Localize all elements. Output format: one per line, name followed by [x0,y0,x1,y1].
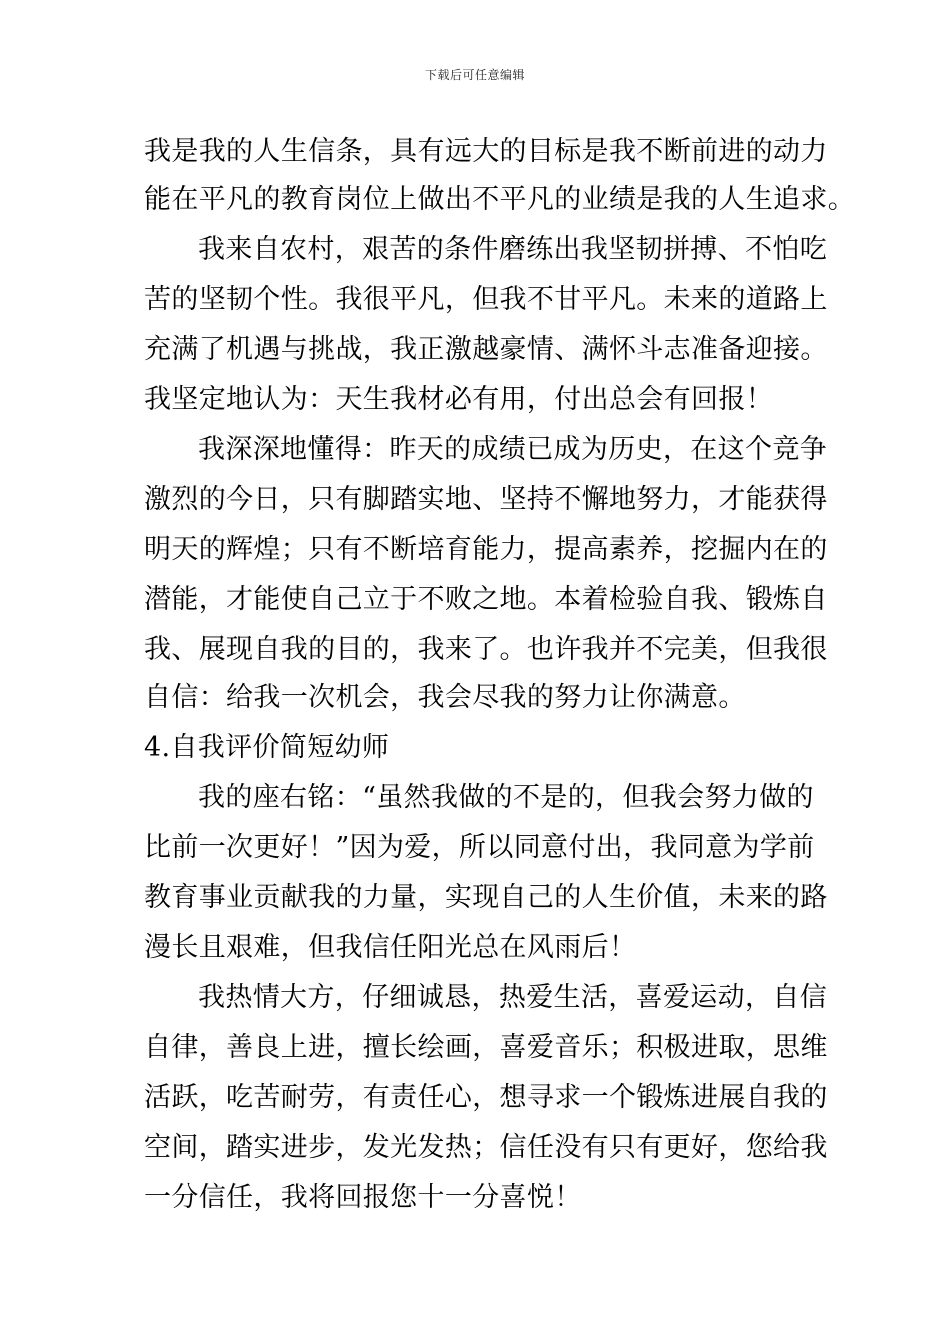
body-line: 苦的坚韧个性。我很平凡，但我不甘平凡。未来的道路上 [144,284,828,315]
section-heading: 4.自我评价简短幼师 [144,732,390,763]
body-line: 教育事业贡献我的力量，实现自己的人生价值，未来的路 [144,882,828,913]
body-line: 激烈的今日，只有脚踏实地、坚持不懈地努力，才能获得 [144,484,828,515]
paragraph-first-line: 我深深地懂得：昨天的成绩已成为历史，在这个竞争 [198,434,828,465]
body-line: 漫长且艰难，但我信任阳光总在风雨后！ [144,932,637,963]
body-line: 潜能，才能使自己立于不败之地。本着检验自我、锻炼自 [144,584,828,615]
body-line: 活跃，吃苦耐劳，有责任心，想寻求一个锻炼进展自我的 [144,1082,828,1113]
paragraph-first-line: 我来自农村，艰苦的条件磨练出我坚韧拼搏、不怕吃 [198,234,828,265]
body-line: 明天的辉煌；只有不断培育能力，提高素养，挖掘内在的 [144,534,828,565]
body-line: 我、展现自我的目的，我来了。也许我并不完美，但我很 [144,634,828,665]
page-header: 下载后可任意编辑 [424,68,525,82]
body-line: 空间，踏实进步，发光发热；信任没有只有更好，您给我 [144,1132,828,1163]
paragraph-first-line: 我的座右铭：“虽然我做的不是的，但我会努力做的 [198,782,814,813]
body-line: 我是我的人生信条，具有远大的目标是我不断前进的动力 [144,136,828,167]
body-line: 自律，善良上进，擅长绘画，喜爱音乐；积极进取，思维 [144,1032,828,1063]
body-line: 一分信任，我将回报您十一分喜悦！ [144,1182,582,1213]
body-line: 比前一次更好！”因为爱，所以同意付出，我同意为学前 [144,832,815,863]
body-line: 我坚定地认为：天生我材必有用，付出总会有回报！ [144,384,774,415]
body-line: 自信：给我一次机会，我会尽我的努力让你满意。 [144,682,746,713]
body-line: 充满了机遇与挑战，我正激越豪情、满怀斗志准备迎接。 [144,334,828,365]
body-line: 能在平凡的教育岗位上做出不平凡的业绩是我的人生追求。 [144,184,856,215]
paragraph-first-line: 我热情大方，仔细诚恳，热爱生活，喜爱运动，自信 [198,982,828,1013]
